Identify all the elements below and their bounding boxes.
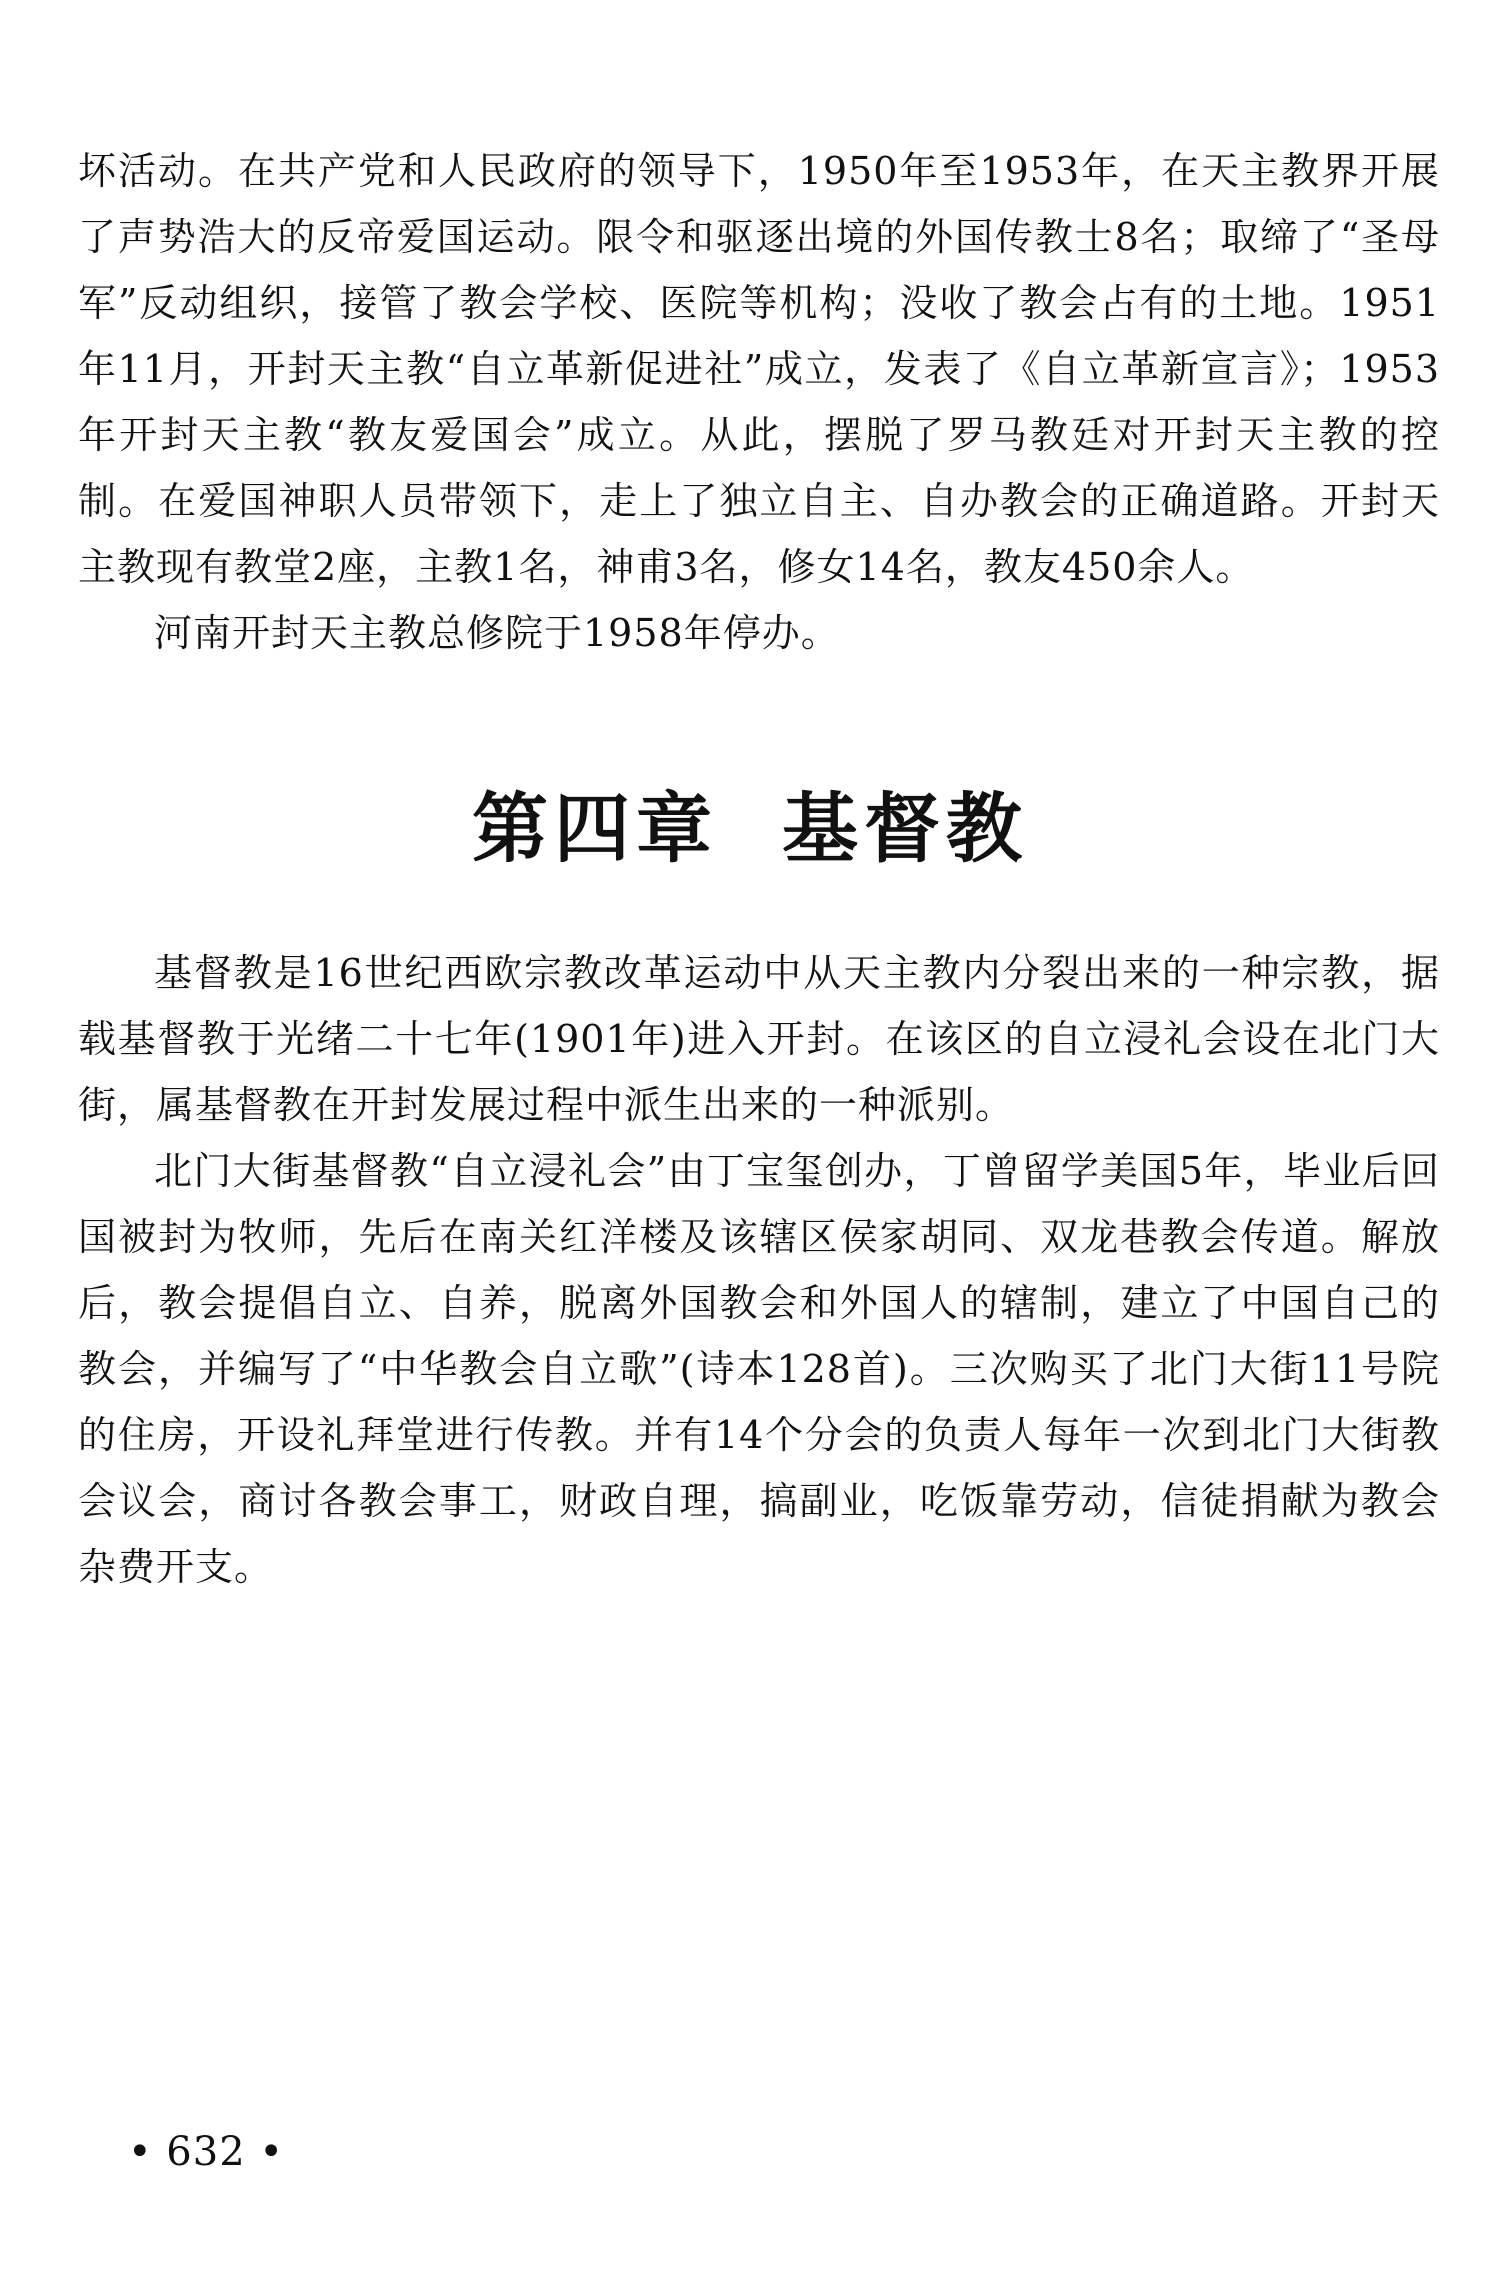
chapter-title: 基督教 <box>782 784 1028 873</box>
paragraph-protestant-origin: 基督教是16世纪西欧宗教改革运动中从天主教内分裂出来的一种宗教，据载基督教于光绪二十七年(1901年)进入开封。在该区的自立浸礼会设在北门大街，属基督教在开封发展过程中派生出来的一种派别。 <box>78 951 1440 1127</box>
paragraph-seminary-closed: 河南开封天主教总修院于1958年停办。 <box>154 611 840 655</box>
chapter-body <box>78 940 1440 1600</box>
paragraph-baptist-church: 北门大街基督教“自立浸礼会”由丁宝玺创办，丁曾留学美国5年，毕业后回国被封为牧师，先后在南关红洋楼及该辖区侯家胡同、双龙巷教会传道。解放后，教会提倡自立、自养，脱离外国教会和外国人的辖制，建立了中国自己的教会，并编写了“中华教会自立歌”(诗本128首)。三次购买了北门大街11号院的住房，开设礼拜堂进行传教。并有14个分会的负责人每年一次到北门大街教会议会，商讨各教会事工，财政自理，搞副业，吃饭靠劳动，信徒捐献为教会杂费开支。 <box>78 1149 1440 1589</box>
continued-section <box>78 138 1440 666</box>
paragraph-anti-imperialist-movement: 坏活动。在共产党和人民政府的领导下，1950年至1953年，在天主教界开展了声势浩大的反帝爱国运动。限令和驱逐出境的外国传教士8名；取缔了“圣母军”反动组织，接管了教会学校、医院等机构；没收了教会占有的土地。1951年11月，开封天主教“自立革新促进社”成立，发表了《自立革新宣言》；1953年开封天主教“教友爱国会”成立。从此，摆脱了罗马教廷对开封天主教的控制。在爱国神职人员带领下，走上了独立自主、自办教会的正确道路。开封天主教现有教堂2座，主教1名，神甫3名，修女14名，教友450余人。 <box>78 149 1440 589</box>
chapter-number: 第四章 <box>472 784 718 873</box>
chapter-heading <box>0 784 1500 874</box>
page-number: • 632 • <box>128 2129 284 2175</box>
